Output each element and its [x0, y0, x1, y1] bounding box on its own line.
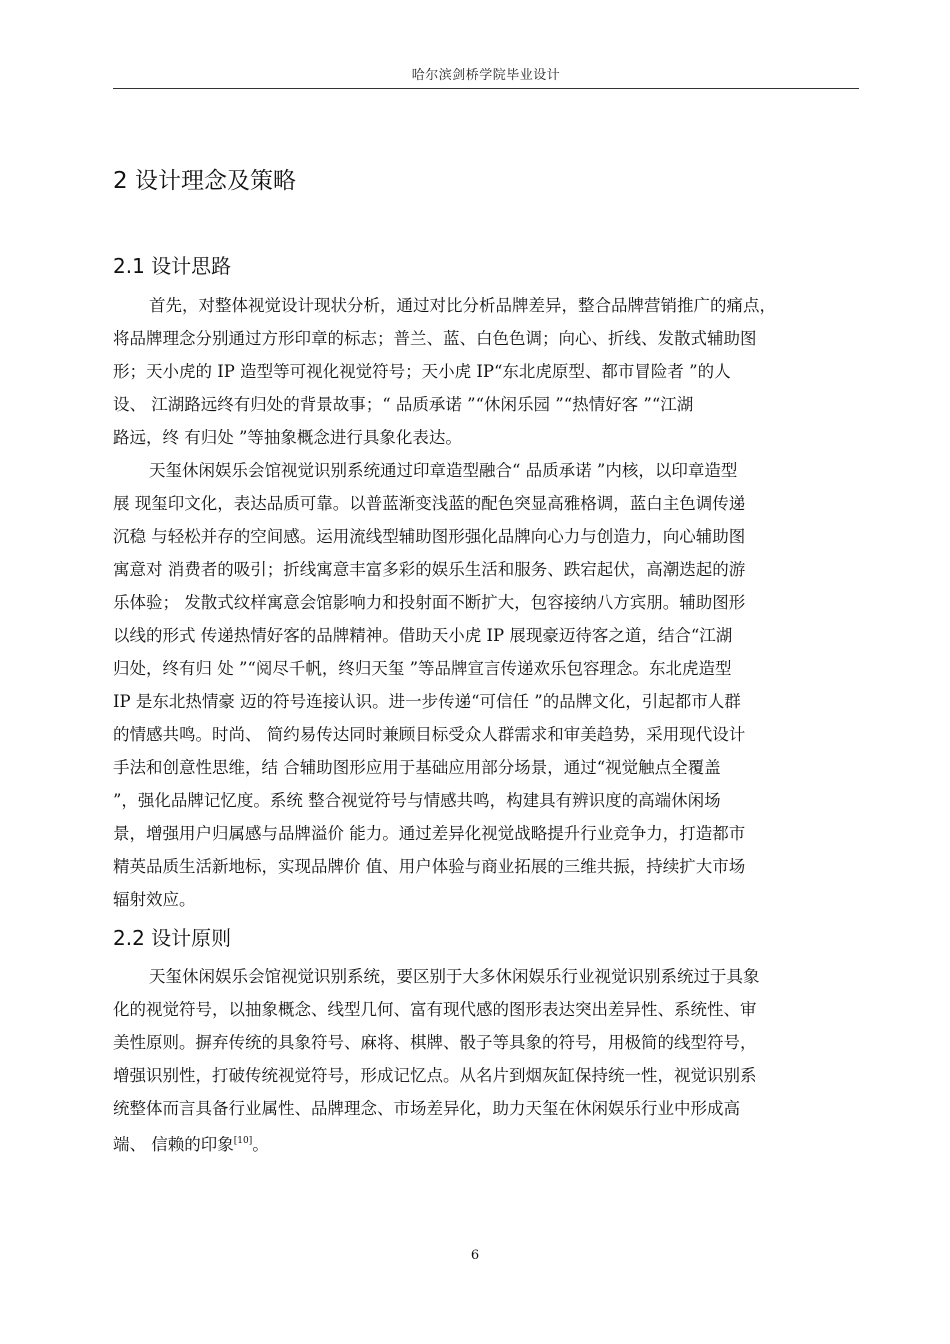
chapter-heading: 2 设计理念及策略 [113, 168, 296, 194]
text-line: 精英品质生活新地标，实现品牌价 值、用户体验与商业拓展的三维共振，持续扩大市场 [113, 857, 746, 876]
header-rule [113, 88, 859, 89]
text-line: ”，强化品牌记忆度。系统 整合视觉符号与情感共鸣，构建具有辨识度的高端休闲场 [113, 791, 721, 810]
text-line-last [113, 1125, 866, 1158]
text-line: 景，增强用户归属感与品牌溢价 能力。通过差异化视觉战略提升行业竞争力，打造都市 [113, 824, 746, 843]
text-line: 设、 江湖路远终有归处的背景故事；“ 品质承诺 ”“休闲乐园 ”“热情好客 ”“江湖 [113, 395, 694, 414]
text-line: 路远，终 有归处 ”等抽象概念进行具象化表达。 [113, 428, 462, 447]
paragraph-design-idea-2 [113, 454, 866, 916]
text-line: 乐体验； 发散式纹样寓意会馆影响力和投射面不断扩大，包容接纳八方宾朋。辅助图形 [113, 593, 746, 612]
text-line: 增强识别性，打破传统视觉符号，形成记忆点。从名片到烟灰缸保持统一性，视觉识别系 [113, 1066, 757, 1085]
section-heading-2-1: 2.1 设计思路 [113, 254, 232, 278]
page-number: 6 [470, 1248, 480, 1263]
text-line: 寓意对 消费者的吸引；折线寓意丰富多彩的娱乐生活和服务、跌宕起伏，高潮迭起的游 [113, 560, 746, 579]
text-line: 归处，终有归 处 ”“阅尽千帆，终归天玺 ”等品牌宣言传递欢乐包容理念。东北虎造型 [113, 659, 732, 678]
text-line: 沉稳 与轻松并存的空间感。运用流线型辅助图形强化品牌向心力与创造力，向心辅助图 [113, 527, 746, 546]
text-line: 将品牌理念分别通过方形印章的标志；普兰、蓝、白色色调；向心、折线、发散式辅助图 [113, 329, 757, 348]
citation-reference: [10] [233, 1136, 253, 1146]
text-line: 手法和创意性思维，结 合辅助图形应用于基础应用部分场景，通过“视觉触点全覆盖 [113, 758, 721, 777]
paragraph-design-idea-1 [113, 289, 866, 454]
paragraph-design-principle [113, 960, 866, 1158]
text-line: 展 现玺印文化，表达品质可靠。以普蓝渐变浅蓝的配色突显高雅格调，蓝白主色调传递 [113, 494, 746, 513]
last-line-end: 。 [252, 1135, 269, 1154]
running-header: 哈尔滨剑桥学院毕业设计 [411, 68, 561, 83]
text-line: 首先，对整体视觉设计现状分析，通过对比分析品牌差异，整合品牌营销推广的痛点， [149, 296, 776, 315]
text-line: IP 是东北热情豪 迈的符号连接认识。进一步传递“可信任 ”的品牌文化，引起都市人群 [113, 692, 741, 711]
text-line: 辐射效应。 [113, 890, 196, 909]
text-line: 天玺休闲娱乐会馆视觉识别系统，要区别于大多休闲娱乐行业视觉识别系统过于具象 [149, 967, 760, 986]
text-line: 以线的形式 传递热情好客的品牌精神。借助天小虎 IP 展现豪迈待客之道，结合“江湖 [113, 626, 733, 645]
text-line: 的情感共鸣。时尚、 简约易传达同时兼顾目标受众人群需求和审美趋势，采用现代设计 [113, 725, 746, 744]
text-line: 形；天小虎的 IP 造型等可视化视觉符号；天小虎 IP“东北虎原型、都市冒险者 ”的人 [113, 362, 731, 381]
text-line: 天玺休闲娱乐会馆视觉识别系统通过印章造型融合“ 品质承诺 ”内核，以印章造型 [149, 461, 738, 480]
section-heading-2-2: 2.2 设计原则 [113, 926, 232, 950]
text-line: 美性原则。摒弃传统的具象符号、麻将、棋牌、骰子等具象的符号，用极简的线型符号， [113, 1033, 757, 1052]
text-line: 化的视觉符号，以抽象概念、线型几何、富有现代感的图形表达突出差异性、系统性、审 [113, 1000, 757, 1019]
last-line-text: 端、 信赖的印象 [113, 1135, 234, 1154]
text-line: 统整体而言具备行业属性、品牌理念、市场差异化，助力天玺在休闲娱乐行业中形成高 [113, 1099, 740, 1118]
